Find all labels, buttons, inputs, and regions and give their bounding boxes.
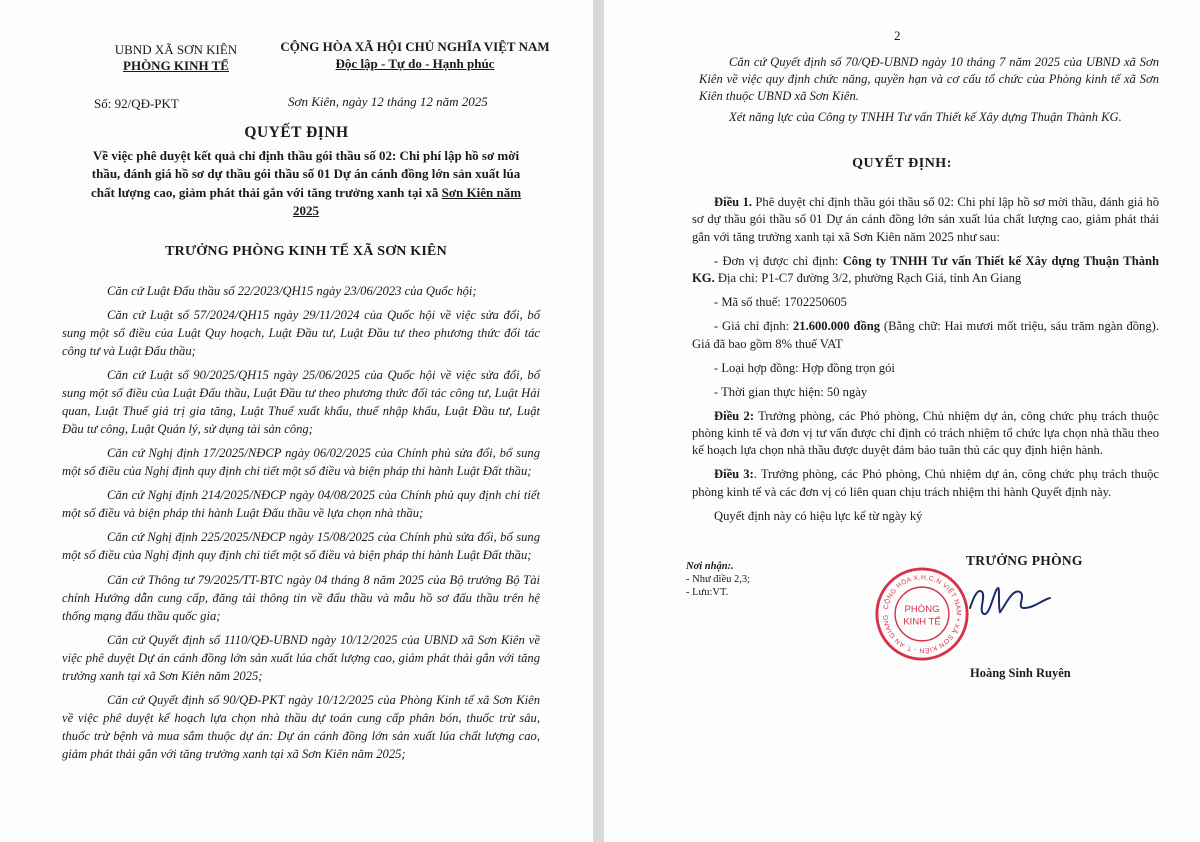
article-2-label: Điều 2: bbox=[714, 408, 755, 423]
legal-bases bbox=[62, 282, 540, 769]
consideration-clause: Xét năng lực của Công ty TNHH Tư vấn Thiết kế Xây dựng Thuận Thành KG. bbox=[729, 110, 1122, 124]
recipient-item: - Lưu:VT. bbox=[686, 587, 729, 598]
legal-basis-item: Căn cứ Quyết định số 70/QĐ-UBND ngày 10 tháng 7 năm 2025 của UBND xã Sơn Kiên về việc quy định chức năng, quyền hạn và cơ cấu tổ chức của Phòng kinh tế xã Sơn Kiên thuộc UBND xã Sơn Kiên. bbox=[699, 55, 1159, 103]
page-number: 2 bbox=[894, 28, 901, 43]
legal-basis-item: Căn cứ Luật số 90/2025/QH15 ngày 25/06/2025 của Quốc hội về việc sửa đổi, bổ sung một số điều của Luật Đấu thầu, Luật Đầu tư theo phương thức đối tác công tư, Luật Hải quan, Luật Thuế giá trị gia tăng, Luật Thuế xuất khẩu, thuế nhập khẩu, Luật Đầu tư, Luật Đầu tư công, Luật Quản lý, sử dụng tài sản công; bbox=[62, 368, 540, 437]
svg-text:CỘNG HÒA X.H.C.N VIỆT NAM • XÃ: CỘNG HÒA X.H.C.N VIỆT NAM • XÃ SƠN KIÊN - T. AN GIANG bbox=[882, 574, 962, 654]
agency-line-2: PHÒNG KINH TẾ bbox=[123, 58, 229, 73]
document-page-2 bbox=[604, 0, 1200, 842]
article-2 bbox=[692, 408, 1159, 460]
issuing-agency bbox=[86, 42, 266, 74]
decision-title: QUYẾT ĐỊNH bbox=[244, 124, 349, 141]
legal-basis-item: Căn cứ Nghị định 17/2025/NĐCP ngày 06/02/2025 của Chính phủ sửa đổi, bổ sung một số điều của Nghị định quy định chi tiết một số điều và biện pháp thi hành Luật Đất thầu; bbox=[62, 446, 540, 479]
article-1-text: Phê duyệt chỉ định thầu gói thầu số 02: Chi phí lập hồ sơ mời thầu, đánh giá hồ sơ dự thầu gói thầu số 01 Dự án cánh đồng lớn sản xuất lúa chất lượng cao, giảm phát thải gắn với tăng trưởng xanh tại xã Sơn Kiên năm 2025 như sau: bbox=[692, 195, 1159, 244]
svg-text:PHÒNG: PHÒNG bbox=[904, 604, 940, 616]
official-stamp bbox=[874, 566, 970, 662]
contract-type: - Loại hợp đồng: Hợp đồng trọn gói bbox=[714, 360, 895, 375]
subject-text: Về việc phê duyệt kết quả chỉ định thầu gói thầu số 02: Chi phí lập hồ sơ mời thầu, đánh giá hồ sơ dự thầu gói thầu số 01 Dự án cánh đồng lớn sản xuất lúa chất lượng cao, giảm phát thải gắn với tăng trưởng xanh tại xã bbox=[90, 148, 521, 200]
recipients-block bbox=[686, 560, 750, 599]
nation-line-1: CỘNG HÒA XÃ HỘI CHỦ NGHĨA VIỆT NAM bbox=[280, 39, 550, 54]
legal-basis-item: Căn cứ Luật số 57/2024/QH15 ngày 29/11/2024 của Quốc hội về việc sửa đổi, bổ sung một số điều của Luật Quy hoạch, Luật Đầu tư, Luật Đầu tư theo phương thức đối tác công tư và Luật Đấu thầu; bbox=[62, 308, 540, 359]
contractor-address: Địa chỉ: P1-C7 đường 3/2, phường Rạch Giá, tỉnh An Giang bbox=[714, 271, 1022, 286]
legal-basis-item: Căn cứ Quyết định số 1110/QĐ-UBND ngày 10/12/2025 của UBND xã Sơn Kiên về việc phê duyệt Dự án cánh đồng lớn sản xuất lúa chất lượng cao, giảm phát thải gắn với tăng trưởng xanh tại xã Sơn Kiên năm 2025; bbox=[62, 632, 540, 683]
duration: - Thời gian thực hiện: 50 ngày bbox=[714, 384, 868, 399]
legal-bases-continued bbox=[699, 54, 1159, 130]
nation-motto: Độc lập - Tự do - Hạnh phúc bbox=[335, 56, 495, 71]
price-value: 21.600.000 đồng bbox=[792, 319, 881, 334]
issuing-authority: TRƯỞNG PHÒNG KINH TẾ XÃ SƠN KIÊN bbox=[165, 244, 447, 259]
article-1 bbox=[692, 194, 1159, 246]
contractor-label: - Đơn vị được chỉ định: bbox=[714, 253, 843, 268]
price-in-words: (Bằng chữ: Hai mươi mốt triệu, sáu trăm ngàn đồng). Giá đã bao gồm 8% thuế VAT bbox=[692, 319, 1159, 351]
signer-name: Hoàng Sinh Ruyên bbox=[970, 666, 1071, 680]
national-header bbox=[255, 38, 575, 72]
contractor-line bbox=[692, 253, 1159, 288]
article-3-text: . Trưởng phòng, các Phó phòng, Chủ nhiệm dự án, công chức phụ trách thuộc phòng kinh tế và các đơn vị có liên quan chịu trách nhiệm thi hành Quyết định này. bbox=[692, 467, 1160, 499]
legal-basis-item: Căn cứ Nghị định 214/2025/NĐCP ngày 04/08/2025 của Chính phủ quy định chi tiết một số điều và biện pháp thi hành Luật Đấu thầu về lựa chọn nhà thầu; bbox=[62, 488, 540, 521]
svg-text:KINH TẾ: KINH TẾ bbox=[903, 616, 941, 628]
article-3 bbox=[692, 466, 1159, 501]
place-and-date: Sơn Kiên, ngày 12 tháng 12 năm 2025 bbox=[288, 94, 488, 109]
effective-clause: Quyết định này có hiệu lực kể từ ngày ký bbox=[714, 508, 923, 523]
price-label: - Giá chỉ định: bbox=[714, 319, 793, 334]
price-line bbox=[692, 318, 1159, 353]
decision-articles bbox=[692, 194, 1159, 532]
article-2-text: Trưởng phòng, các Phó phòng, Chủ nhiệm dự án, công chức phụ trách thuộc phòng kinh tế và đơn vị tư vấn được chỉ định có trách nhiệm tổ chức lựa chọn nhà thầu theo kế hoạch lựa chọn nhà thầu được duyệt đảm bảo tuân thủ các quy định hiện hành. bbox=[692, 408, 1159, 458]
handwritten-signature bbox=[964, 578, 1054, 624]
recipient-item: - Như điều 2,3; bbox=[686, 574, 751, 585]
legal-basis-item: Căn cứ Luật Đấu thầu số 22/2023/QH15 ngày 23/06/2023 của Quốc hội; bbox=[107, 284, 477, 298]
decision-subject bbox=[86, 147, 526, 220]
agency-line-1: UBND XÃ SƠN KIÊN bbox=[114, 42, 238, 57]
decision-heading: QUYẾT ĐỊNH: bbox=[852, 156, 952, 171]
article-1-label: Điều 1. bbox=[714, 195, 753, 209]
contractor-name: Công ty TNHH Tư vấn Thiết kế Xây dựng Thuận Thành KG. bbox=[692, 253, 1159, 286]
document-page-1 bbox=[0, 0, 593, 842]
legal-basis-item: Căn cứ Thông tư 79/2025/TT-BTC ngày 04 tháng 8 năm 2025 của Bộ trưởng Bộ Tài chính Hướng dẫn cung cấp, đăng tải thông tin về đấu thầu và mẫu hồ sơ đấu thầu trên hệ thống mạng đấu thầu quốc gia; bbox=[62, 572, 540, 623]
tax-code: - Mã số thuế: 1702250605 bbox=[714, 295, 847, 310]
legal-basis-item: Căn cứ Quyết định số 90/QĐ-PKT ngày 10/12/2025 của Phòng Kinh tế xã Sơn Kiên về việc phê duyệt kế hoạch lựa chọn nhà thầu dự toán cung cấp phân bón, thuốc trừ sâu, thuốc trừ bệnh và mua sắm thuộc dự án: Dự án cánh đồng lớn sản xuất lúa chất lượng cao, giảm phát thải gắn với tăng trưởng xanh tại xã Sơn Kiên năm 2025; bbox=[62, 692, 540, 761]
legal-basis-item: Căn cứ Nghị định 225/2025/NĐCP ngày 15/08/2025 của Chính phủ sửa đổi, bổ sung một số điều của Nghị định quy định chi tiết một số điều và biện pháp thi hành Luật Đất thầu; bbox=[62, 530, 540, 563]
recipients-heading: Nơi nhận:. bbox=[686, 561, 734, 572]
document-number: Số: 92/QĐ-PKT bbox=[94, 96, 179, 111]
subject-tail: Sơn Kiên năm 2025 bbox=[293, 184, 522, 218]
signer-title: TRƯỞNG PHÒNG bbox=[966, 553, 1083, 568]
article-3-label: Điều 3: bbox=[714, 467, 754, 482]
